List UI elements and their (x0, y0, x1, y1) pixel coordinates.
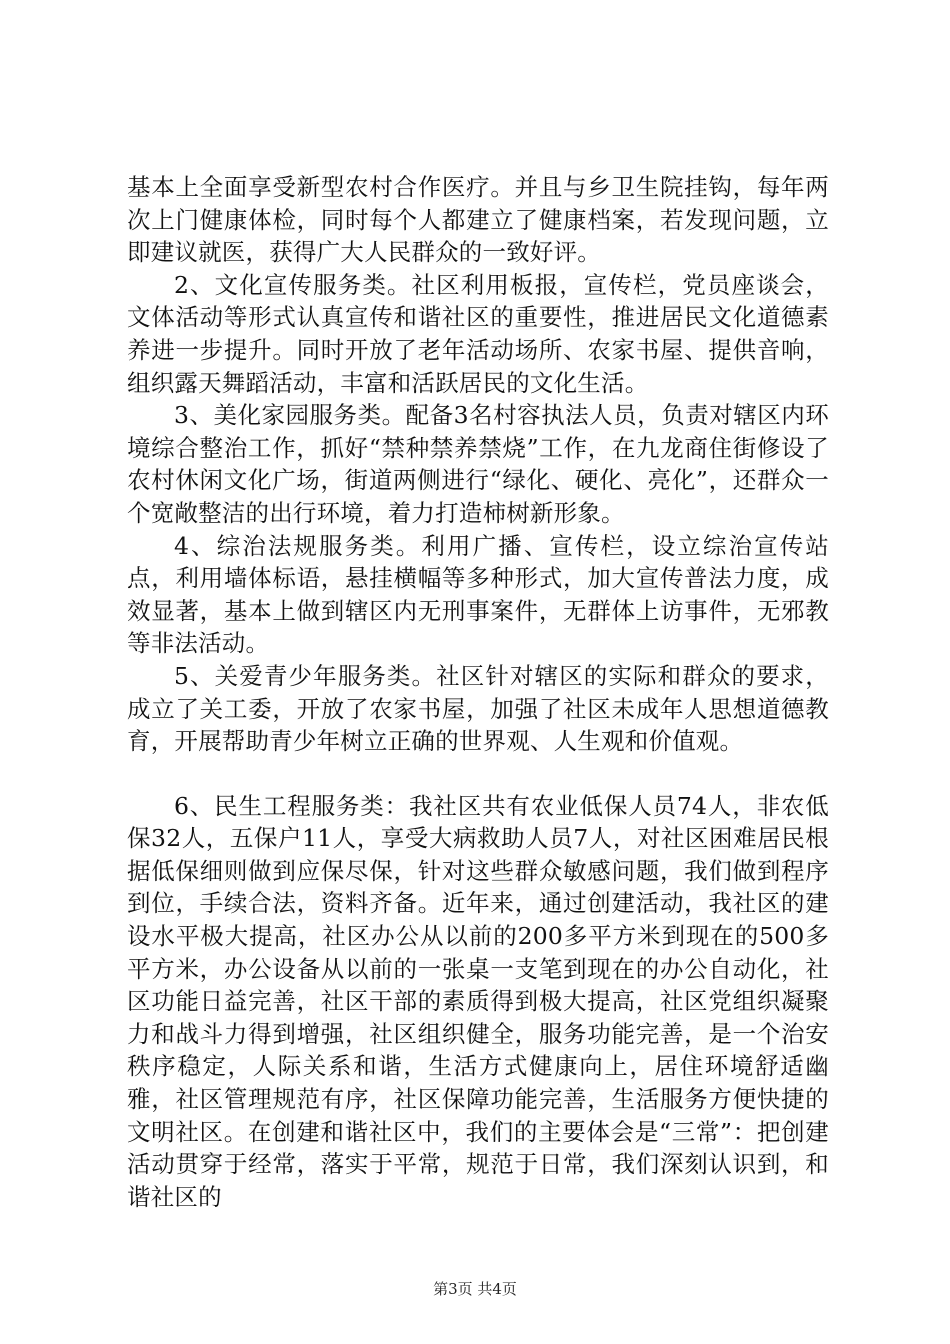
page-number-label: 第3页 共4页 (433, 1280, 517, 1298)
paragraph-continued-healthcare: 基本上全面享受新型农村合作医疗。并且与乡卫生院挂钩，每年两次上门健康体检，同时每个人都建立了健康档案，若发现问题，立即建议就医，获得广大人民群众的一致好评。 (127, 173, 829, 267)
paragraph-law-service: 4、综治法规服务类。利用广播、宣传栏，设立综治宣传站点，利用墙体标语，悬挂横幅等多种形式，加大宣传普法力度，成效显著，基本上做到辖区内无刑事案件，无群体上访事件，无邪教等非法活动。 (127, 531, 829, 658)
page-footer (0, 1279, 950, 1299)
paragraph-home-beautification: 3、美化家园服务类。配备3名村容执法人员，负责对辖区内环境综合整治工作，抓好“禁种禁养禁烧”工作，在九龙商住街修设了农村休闲文化广场，街道两侧进行“绿化、硬化、亮化”，还群众一个宽敞整洁的出行环境，着力打造柿树新形象。 (127, 401, 829, 527)
paragraph-youth-care: 5、关爱青少年服务类。社区针对辖区的实际和群众的要求，成立了关工委，开放了农家书屋，加强了社区未成年人思想道德教育，开展帮助青少年树立正确的世界观、人生观和价值观。 (127, 661, 829, 756)
paragraph-culture-service: 2、文化宣传服务类。社区利用板报，宣传栏，党员座谈会，文体活动等形式认真宣传和谐社区的重要性，推进居民文化道德素养进一步提升。同时开放了老年活动场所、农家书屋、提供音响，组织露天舞蹈活动，丰富和活跃居民的文化生活。 (127, 270, 829, 397)
document-body (127, 171, 829, 1213)
paragraph-gap (127, 758, 829, 790)
paragraph-livelihood-projects: 6、民生工程服务类：我社区共有农业低保人员74人，非农低保32人，五保户11人，享受大病救助人员7人，对社区困难居民根据低保细则做到应保尽保，针对这些群众敏感问题，我们做到程序到位，手续合法，资料齐备。近年来，通过创建活动，我社区的建设水平极大提高，社区办公从以前的200多平方米到现在的500多平方米，办公设备从以前的一张桌一支笔到现在的办公自动化，社区功能日益完善，社区干部的素质得到极大提高，社区党组织凝聚力和战斗力得到增强，社区组织健全，服务功能完善，是一个治安秩序稳定，人际关系和谐，生活方式健康向上，居住环境舒适幽雅，社区管理规范有序，社区保障功能完善，生活服务方便快捷的文明社区。在创建和谐社区中，我们的主要体会是“三常”：把创建活动贯穿于经常，落实于平常，规范于日常，我们深刻认识到，和谐社区的 (127, 791, 829, 1211)
